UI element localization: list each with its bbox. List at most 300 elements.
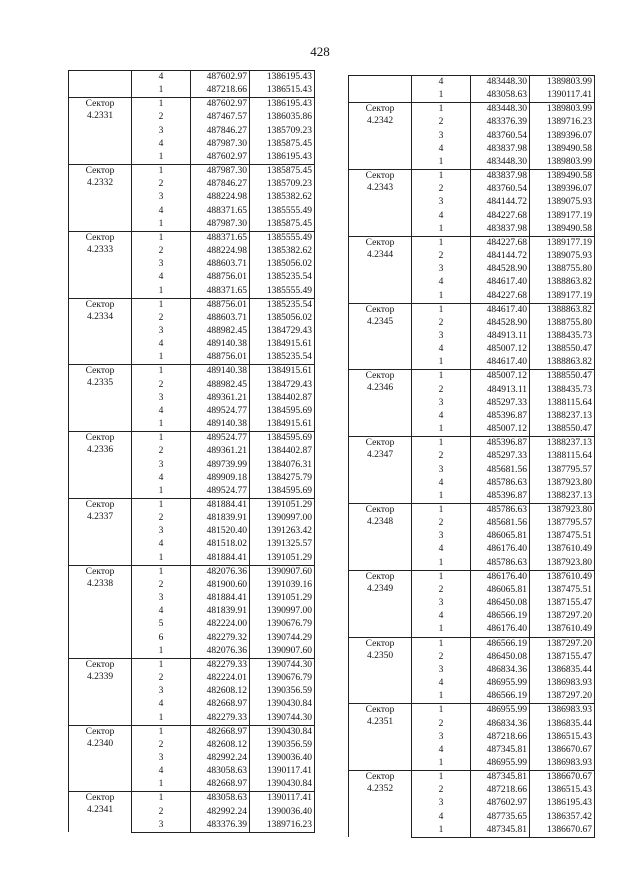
coordinate-y: 1384402.87 bbox=[250, 445, 315, 458]
coordinate-y: 1389490.58 bbox=[530, 143, 595, 156]
coordinate-y: 1390997.00 bbox=[250, 512, 315, 525]
coordinate-x: 488756.01 bbox=[191, 271, 250, 284]
point-number: 2 bbox=[412, 651, 471, 664]
coordinate-x: 487735.65 bbox=[471, 811, 530, 824]
coordinate-y: 1384275.79 bbox=[250, 472, 315, 485]
sector-label: Сектор 4.2331 bbox=[69, 98, 132, 165]
coordinate-x: 483760.54 bbox=[471, 183, 530, 196]
point-number: 1 bbox=[132, 725, 191, 739]
point-number: 3 bbox=[132, 258, 191, 271]
coordinate-y: 1390744.29 bbox=[250, 632, 315, 645]
coordinate-x: 489361.21 bbox=[191, 392, 250, 405]
coordinate-x: 481884.41 bbox=[191, 592, 250, 605]
coordinate-x: 487345.81 bbox=[471, 824, 530, 838]
coordinate-x: 488371.65 bbox=[191, 231, 250, 245]
coordinate-y: 1384595.69 bbox=[250, 432, 315, 446]
point-number: 2 bbox=[412, 584, 471, 597]
point-number: 1 bbox=[132, 165, 191, 179]
coordinate-x: 483448.30 bbox=[471, 156, 530, 170]
coordinate-y: 1391051.29 bbox=[250, 552, 315, 566]
point-number: 4 bbox=[132, 765, 191, 778]
coordinate-x: 483448.30 bbox=[471, 103, 530, 117]
coordinate-y: 1387923.80 bbox=[530, 557, 595, 571]
point-number: 1 bbox=[412, 824, 471, 838]
coordinate-y: 1389177.19 bbox=[530, 210, 595, 223]
coordinate-x: 485786.63 bbox=[471, 504, 530, 518]
point-number: 1 bbox=[412, 637, 471, 651]
coordinate-x: 481839.91 bbox=[191, 512, 250, 525]
sector-label: Сектор 4.2345 bbox=[349, 303, 412, 370]
coordinate-y: 1391051.29 bbox=[250, 592, 315, 605]
coordinate-x: 484617.40 bbox=[471, 303, 530, 317]
coordinate-x: 489140.38 bbox=[191, 338, 250, 351]
point-number: 1 bbox=[412, 103, 471, 117]
coordinate-x: 486176.40 bbox=[471, 623, 530, 637]
point-number: 3 bbox=[412, 397, 471, 410]
point-number: 2 bbox=[132, 445, 191, 458]
coordinate-y: 1386515.43 bbox=[530, 784, 595, 797]
coordinate-x: 486176.40 bbox=[471, 543, 530, 556]
point-number: 1 bbox=[132, 499, 191, 513]
coordinate-x: 485396.87 bbox=[471, 410, 530, 423]
point-number: 4 bbox=[132, 538, 191, 551]
coordinate-y: 1388755.80 bbox=[530, 263, 595, 276]
coordinate-x: 486955.99 bbox=[471, 704, 530, 718]
coordinate-x: 482668.97 bbox=[191, 725, 250, 739]
coordinate-y: 1387155.47 bbox=[530, 651, 595, 664]
coordinate-y: 1384915.61 bbox=[250, 365, 315, 379]
sector-label: Сектор 4.2351 bbox=[349, 704, 412, 771]
sector-label: Сектор 4.2347 bbox=[349, 437, 412, 504]
point-number: 1 bbox=[412, 290, 471, 304]
coordinate-x: 485297.33 bbox=[471, 450, 530, 463]
coordinate-x: 486955.99 bbox=[471, 757, 530, 771]
sector-label: Сектор 4.2335 bbox=[69, 365, 132, 432]
coordinate-x: 488224.98 bbox=[191, 191, 250, 204]
sector-label: Сектор 4.2334 bbox=[69, 298, 132, 365]
point-number: 4 bbox=[412, 410, 471, 423]
coordinate-y: 1386983.93 bbox=[530, 757, 595, 771]
coordinate-y: 1385382.62 bbox=[250, 245, 315, 258]
coordinate-y: 1390036.40 bbox=[250, 752, 315, 765]
point-number: 2 bbox=[412, 517, 471, 530]
coordinate-row bbox=[69, 432, 315, 446]
point-number: 1 bbox=[132, 712, 191, 726]
point-number: 1 bbox=[132, 432, 191, 446]
point-number: 2 bbox=[412, 116, 471, 129]
coordinate-x: 487602.97 bbox=[191, 71, 250, 85]
coordinate-y: 1390117.41 bbox=[250, 765, 315, 778]
point-number: 2 bbox=[132, 512, 191, 525]
point-number: 2 bbox=[132, 111, 191, 124]
point-number: 3 bbox=[412, 530, 471, 543]
point-number: 1 bbox=[412, 156, 471, 170]
sector-label: Сектор 4.2340 bbox=[69, 725, 132, 792]
coordinate-y: 1385709.23 bbox=[250, 178, 315, 191]
coordinate-y: 1385555.49 bbox=[250, 285, 315, 299]
coordinate-x: 483058.63 bbox=[191, 792, 250, 806]
coordinate-y: 1391051.29 bbox=[250, 499, 315, 513]
coordinate-y: 1388237.13 bbox=[530, 437, 595, 451]
coordinate-y: 1386983.93 bbox=[530, 677, 595, 690]
coordinate-x: 487987.30 bbox=[191, 218, 250, 232]
coordinate-row bbox=[69, 231, 315, 245]
coordinate-y: 1389803.99 bbox=[530, 156, 595, 170]
coordinate-x: 488371.65 bbox=[191, 205, 250, 218]
sector-label: Сектор 4.2350 bbox=[349, 637, 412, 704]
coordinate-row bbox=[349, 771, 595, 785]
sector-label: Сектор 4.2346 bbox=[349, 370, 412, 437]
point-number: 1 bbox=[412, 370, 471, 384]
coordinate-y: 1390997.00 bbox=[250, 605, 315, 618]
sector-label: Сектор 4.2349 bbox=[349, 570, 412, 637]
coordinate-y: 1387475.51 bbox=[530, 530, 595, 543]
coordinate-x: 483376.39 bbox=[471, 116, 530, 129]
coordinate-y: 1388863.82 bbox=[530, 276, 595, 289]
coordinate-x: 489909.18 bbox=[191, 472, 250, 485]
point-number: 4 bbox=[412, 543, 471, 556]
coordinate-x: 484617.40 bbox=[471, 356, 530, 370]
coordinate-y: 1387923.80 bbox=[530, 477, 595, 490]
point-number: 1 bbox=[132, 98, 191, 112]
coordinate-row bbox=[349, 704, 595, 718]
coordinate-x: 487846.27 bbox=[191, 178, 250, 191]
coordinate-x: 488982.45 bbox=[191, 379, 250, 392]
point-number: 3 bbox=[412, 130, 471, 143]
coordinate-row bbox=[349, 303, 595, 317]
point-number: 1 bbox=[412, 170, 471, 184]
point-number: 1 bbox=[132, 298, 191, 312]
coordinate-y: 1389177.19 bbox=[530, 236, 595, 250]
coordinate-x: 487218.66 bbox=[471, 731, 530, 744]
point-number: 1 bbox=[412, 223, 471, 237]
sector-label: Сектор 4.2342 bbox=[349, 103, 412, 170]
coordinate-x: 484913.11 bbox=[471, 330, 530, 343]
coordinate-x: 485681.56 bbox=[471, 464, 530, 477]
coordinate-x: 481839.91 bbox=[191, 605, 250, 618]
coordinate-y: 1389075.93 bbox=[530, 250, 595, 263]
coordinate-y: 1387297.20 bbox=[530, 610, 595, 623]
coordinate-x: 481900.60 bbox=[191, 579, 250, 592]
coordinate-y: 1388755.80 bbox=[530, 317, 595, 330]
coordinate-x: 489361.21 bbox=[191, 445, 250, 458]
point-number: 2 bbox=[132, 739, 191, 752]
coordinate-y: 1386515.43 bbox=[530, 731, 595, 744]
coordinate-x: 481884.41 bbox=[191, 499, 250, 513]
coordinate-y: 1389803.99 bbox=[530, 103, 595, 117]
coordinate-x: 488371.65 bbox=[191, 285, 250, 299]
coordinate-x: 484227.68 bbox=[471, 210, 530, 223]
coordinate-y: 1386195.43 bbox=[250, 98, 315, 112]
coordinate-y: 1390744.30 bbox=[250, 712, 315, 726]
point-number: 1 bbox=[132, 418, 191, 432]
coordinate-x: 483448.30 bbox=[471, 76, 530, 90]
coordinate-x: 484617.40 bbox=[471, 276, 530, 289]
point-number: 2 bbox=[412, 183, 471, 196]
coordinate-x: 486065.81 bbox=[471, 584, 530, 597]
coordinate-x: 485786.63 bbox=[471, 557, 530, 571]
coordinate-y: 1390356.59 bbox=[250, 739, 315, 752]
coordinate-x: 487846.27 bbox=[191, 125, 250, 138]
coordinate-x: 489140.38 bbox=[191, 365, 250, 379]
point-number: 3 bbox=[132, 525, 191, 538]
coordinate-y: 1385235.54 bbox=[250, 298, 315, 312]
coordinate-row bbox=[349, 637, 595, 651]
point-number: 4 bbox=[132, 472, 191, 485]
coordinate-x: 488756.01 bbox=[191, 298, 250, 312]
point-number: 1 bbox=[412, 490, 471, 504]
sector-label: Сектор 4.2333 bbox=[69, 231, 132, 298]
coordinate-y: 1391263.42 bbox=[250, 525, 315, 538]
point-number: 1 bbox=[132, 365, 191, 379]
point-number: 1 bbox=[412, 303, 471, 317]
coordinate-x: 482668.97 bbox=[191, 778, 250, 792]
coordinate-y: 1390117.41 bbox=[250, 792, 315, 806]
coordinate-y: 1388550.47 bbox=[530, 423, 595, 437]
coordinate-x: 486176.40 bbox=[471, 570, 530, 584]
coordinate-y: 1389716.23 bbox=[530, 116, 595, 129]
point-number: 2 bbox=[412, 450, 471, 463]
coordinate-y: 1388863.82 bbox=[530, 356, 595, 370]
point-number: 1 bbox=[412, 437, 471, 451]
point-number: 4 bbox=[412, 276, 471, 289]
point-number: 1 bbox=[412, 757, 471, 771]
point-number: 3 bbox=[412, 597, 471, 610]
coordinate-x: 485681.56 bbox=[471, 517, 530, 530]
point-number: 1 bbox=[132, 658, 191, 672]
coordinate-x: 489524.77 bbox=[191, 405, 250, 418]
coordinate-x: 486065.81 bbox=[471, 530, 530, 543]
coordinate-y: 1387923.80 bbox=[530, 504, 595, 518]
coordinate-y: 1387610.49 bbox=[530, 570, 595, 584]
coordinate-y: 1390907.60 bbox=[250, 645, 315, 659]
coordinate-y: 1384915.61 bbox=[250, 338, 315, 351]
coordinate-x: 489524.77 bbox=[191, 485, 250, 499]
point-number: 5 bbox=[132, 618, 191, 631]
coordinate-x: 484528.90 bbox=[471, 317, 530, 330]
coordinate-y: 1388550.47 bbox=[530, 343, 595, 356]
coordinate-y: 1387795.57 bbox=[530, 517, 595, 530]
coordinate-x: 486834.36 bbox=[471, 718, 530, 731]
point-number: 3 bbox=[132, 125, 191, 138]
coordinate-x: 482992.24 bbox=[191, 806, 250, 819]
coordinate-y: 1388237.13 bbox=[530, 410, 595, 423]
point-number: 4 bbox=[412, 610, 471, 623]
point-number: 1 bbox=[132, 351, 191, 365]
coordinate-x: 486834.36 bbox=[471, 664, 530, 677]
point-number: 1 bbox=[412, 557, 471, 571]
coordinate-x: 488603.71 bbox=[191, 312, 250, 325]
point-number: 1 bbox=[132, 792, 191, 806]
coordinate-x: 484528.90 bbox=[471, 263, 530, 276]
coordinate-y: 1389396.07 bbox=[530, 183, 595, 196]
coordinate-y: 1386195.43 bbox=[250, 71, 315, 85]
point-number: 3 bbox=[132, 592, 191, 605]
coordinate-x: 486566.19 bbox=[471, 637, 530, 651]
coordinate-x: 486450.08 bbox=[471, 651, 530, 664]
coordinate-x: 488603.71 bbox=[191, 258, 250, 271]
coordinate-x: 487218.66 bbox=[471, 784, 530, 797]
coordinate-x: 483058.63 bbox=[471, 89, 530, 103]
coordinate-y: 1388237.13 bbox=[530, 490, 595, 504]
coordinate-row bbox=[69, 725, 315, 739]
coordinate-y: 1384595.69 bbox=[250, 485, 315, 499]
coordinate-y: 1385056.02 bbox=[250, 258, 315, 271]
coordinate-y: 1391039.16 bbox=[250, 579, 315, 592]
coordinate-x: 488224.98 bbox=[191, 245, 250, 258]
coordinate-x: 485007.12 bbox=[471, 370, 530, 384]
coordinate-y: 1386357.42 bbox=[530, 811, 595, 824]
coordinate-y: 1385875.45 bbox=[250, 138, 315, 151]
coordinate-y: 1386835.44 bbox=[530, 718, 595, 731]
coordinate-row bbox=[349, 170, 595, 184]
point-number: 3 bbox=[412, 330, 471, 343]
coordinate-row bbox=[69, 658, 315, 672]
coordinate-y: 1385555.49 bbox=[250, 205, 315, 218]
coordinate-y: 1387795.57 bbox=[530, 464, 595, 477]
coordinate-x: 487602.97 bbox=[191, 98, 250, 112]
sector-label bbox=[69, 71, 132, 98]
point-number: 1 bbox=[132, 565, 191, 579]
coordinate-x: 482224.00 bbox=[191, 618, 250, 631]
sector-label: Сектор 4.2341 bbox=[69, 792, 132, 832]
coordinate-x: 483376.39 bbox=[191, 819, 250, 833]
coordinate-x: 482992.24 bbox=[191, 752, 250, 765]
point-number: 3 bbox=[132, 459, 191, 472]
point-number: 3 bbox=[412, 196, 471, 209]
coordinate-row bbox=[349, 504, 595, 518]
coordinate-x: 481518.02 bbox=[191, 538, 250, 551]
point-number: 4 bbox=[132, 138, 191, 151]
point-number: 1 bbox=[412, 771, 471, 785]
point-number: 1 bbox=[412, 89, 471, 103]
coordinate-y: 1384076.31 bbox=[250, 459, 315, 472]
coordinate-x: 488756.01 bbox=[191, 351, 250, 365]
sector-label: Сектор 4.2343 bbox=[349, 170, 412, 237]
coordinate-row bbox=[69, 365, 315, 379]
coordinate-row bbox=[69, 98, 315, 112]
coordinate-row bbox=[69, 792, 315, 806]
sector-label: Сектор 4.2336 bbox=[69, 432, 132, 499]
coordinate-x: 484144.72 bbox=[471, 196, 530, 209]
point-number: 3 bbox=[132, 685, 191, 698]
coordinate-y: 1390744.30 bbox=[250, 658, 315, 672]
point-number: 1 bbox=[412, 236, 471, 250]
sector-label: Сектор 4.2352 bbox=[349, 771, 412, 838]
coordinate-y: 1388435.73 bbox=[530, 330, 595, 343]
point-number: 4 bbox=[412, 343, 471, 356]
coordinate-x: 482279.33 bbox=[191, 712, 250, 726]
point-number: 2 bbox=[132, 312, 191, 325]
point-number: 1 bbox=[132, 84, 191, 98]
coordinate-y: 1390430.84 bbox=[250, 698, 315, 711]
coordinate-y: 1387610.49 bbox=[530, 623, 595, 637]
point-number: 1 bbox=[412, 504, 471, 518]
point-number: 2 bbox=[132, 806, 191, 819]
point-number: 3 bbox=[132, 819, 191, 833]
sector-label bbox=[349, 76, 412, 103]
point-number: 1 bbox=[412, 704, 471, 718]
coordinate-x: 487467.57 bbox=[191, 111, 250, 124]
coordinate-y: 1390676.79 bbox=[250, 672, 315, 685]
coordinate-y: 1391325.57 bbox=[250, 538, 315, 551]
coordinate-y: 1386035.86 bbox=[250, 111, 315, 124]
point-number: 3 bbox=[412, 731, 471, 744]
point-number: 4 bbox=[412, 811, 471, 824]
coordinate-x: 486566.19 bbox=[471, 610, 530, 623]
coordinates-table-left bbox=[68, 70, 315, 833]
coordinate-row bbox=[349, 570, 595, 584]
coordinate-x: 482668.97 bbox=[191, 698, 250, 711]
coordinate-x: 484227.68 bbox=[471, 236, 530, 250]
coordinate-x: 482279.32 bbox=[191, 632, 250, 645]
point-number: 3 bbox=[132, 325, 191, 338]
point-number: 1 bbox=[412, 690, 471, 704]
coordinate-x: 486955.99 bbox=[471, 677, 530, 690]
point-number: 4 bbox=[412, 210, 471, 223]
coordinate-x: 482608.12 bbox=[191, 739, 250, 752]
coordinate-y: 1385875.45 bbox=[250, 165, 315, 179]
coordinate-x: 489140.38 bbox=[191, 418, 250, 432]
point-number: 3 bbox=[412, 664, 471, 677]
page-number: 428 bbox=[310, 44, 330, 59]
point-number: 2 bbox=[132, 672, 191, 685]
coordinate-y: 1386835.44 bbox=[530, 664, 595, 677]
coordinate-x: 487602.97 bbox=[191, 151, 250, 165]
coordinate-x: 485297.33 bbox=[471, 397, 530, 410]
coordinate-y: 1388115.64 bbox=[530, 450, 595, 463]
coordinate-x: 485007.12 bbox=[471, 343, 530, 356]
coordinate-row bbox=[69, 298, 315, 312]
coordinate-x: 487345.81 bbox=[471, 744, 530, 757]
point-number: 3 bbox=[412, 464, 471, 477]
coordinate-y: 1386983.93 bbox=[530, 704, 595, 718]
coordinate-y: 1386670.67 bbox=[530, 771, 595, 785]
point-number: 1 bbox=[132, 218, 191, 232]
coordinate-y: 1389075.93 bbox=[530, 196, 595, 209]
coordinate-row bbox=[349, 437, 595, 451]
coordinates-table-right bbox=[348, 75, 595, 838]
coordinate-y: 1387610.49 bbox=[530, 543, 595, 556]
point-number: 2 bbox=[412, 250, 471, 263]
coordinate-x: 482279.33 bbox=[191, 658, 250, 672]
coordinate-x: 482224.01 bbox=[191, 672, 250, 685]
point-number: 3 bbox=[412, 797, 471, 810]
coordinate-y: 1389396.07 bbox=[530, 130, 595, 143]
point-number: 4 bbox=[132, 338, 191, 351]
point-number: 3 bbox=[412, 263, 471, 276]
sector-label: Сектор 4.2337 bbox=[69, 499, 132, 566]
coordinate-y: 1385709.23 bbox=[250, 125, 315, 138]
coordinate-y: 1390676.79 bbox=[250, 618, 315, 631]
coordinate-y: 1389177.19 bbox=[530, 290, 595, 304]
coordinate-x: 485786.63 bbox=[471, 477, 530, 490]
coordinate-y: 1390117.41 bbox=[530, 89, 595, 103]
coordinate-x: 483837.98 bbox=[471, 143, 530, 156]
coordinate-y: 1386670.67 bbox=[530, 824, 595, 838]
sector-label: Сектор 4.2332 bbox=[69, 165, 132, 232]
point-number: 4 bbox=[132, 698, 191, 711]
coordinate-x: 483837.98 bbox=[471, 170, 530, 184]
point-number: 2 bbox=[132, 579, 191, 592]
coordinate-y: 1389490.58 bbox=[530, 170, 595, 184]
point-number: 3 bbox=[132, 392, 191, 405]
point-number: 1 bbox=[412, 623, 471, 637]
coordinate-y: 1385056.02 bbox=[250, 312, 315, 325]
coordinate-y: 1387297.20 bbox=[530, 637, 595, 651]
coordinate-y: 1389803.99 bbox=[530, 76, 595, 90]
coordinate-row bbox=[69, 71, 315, 85]
